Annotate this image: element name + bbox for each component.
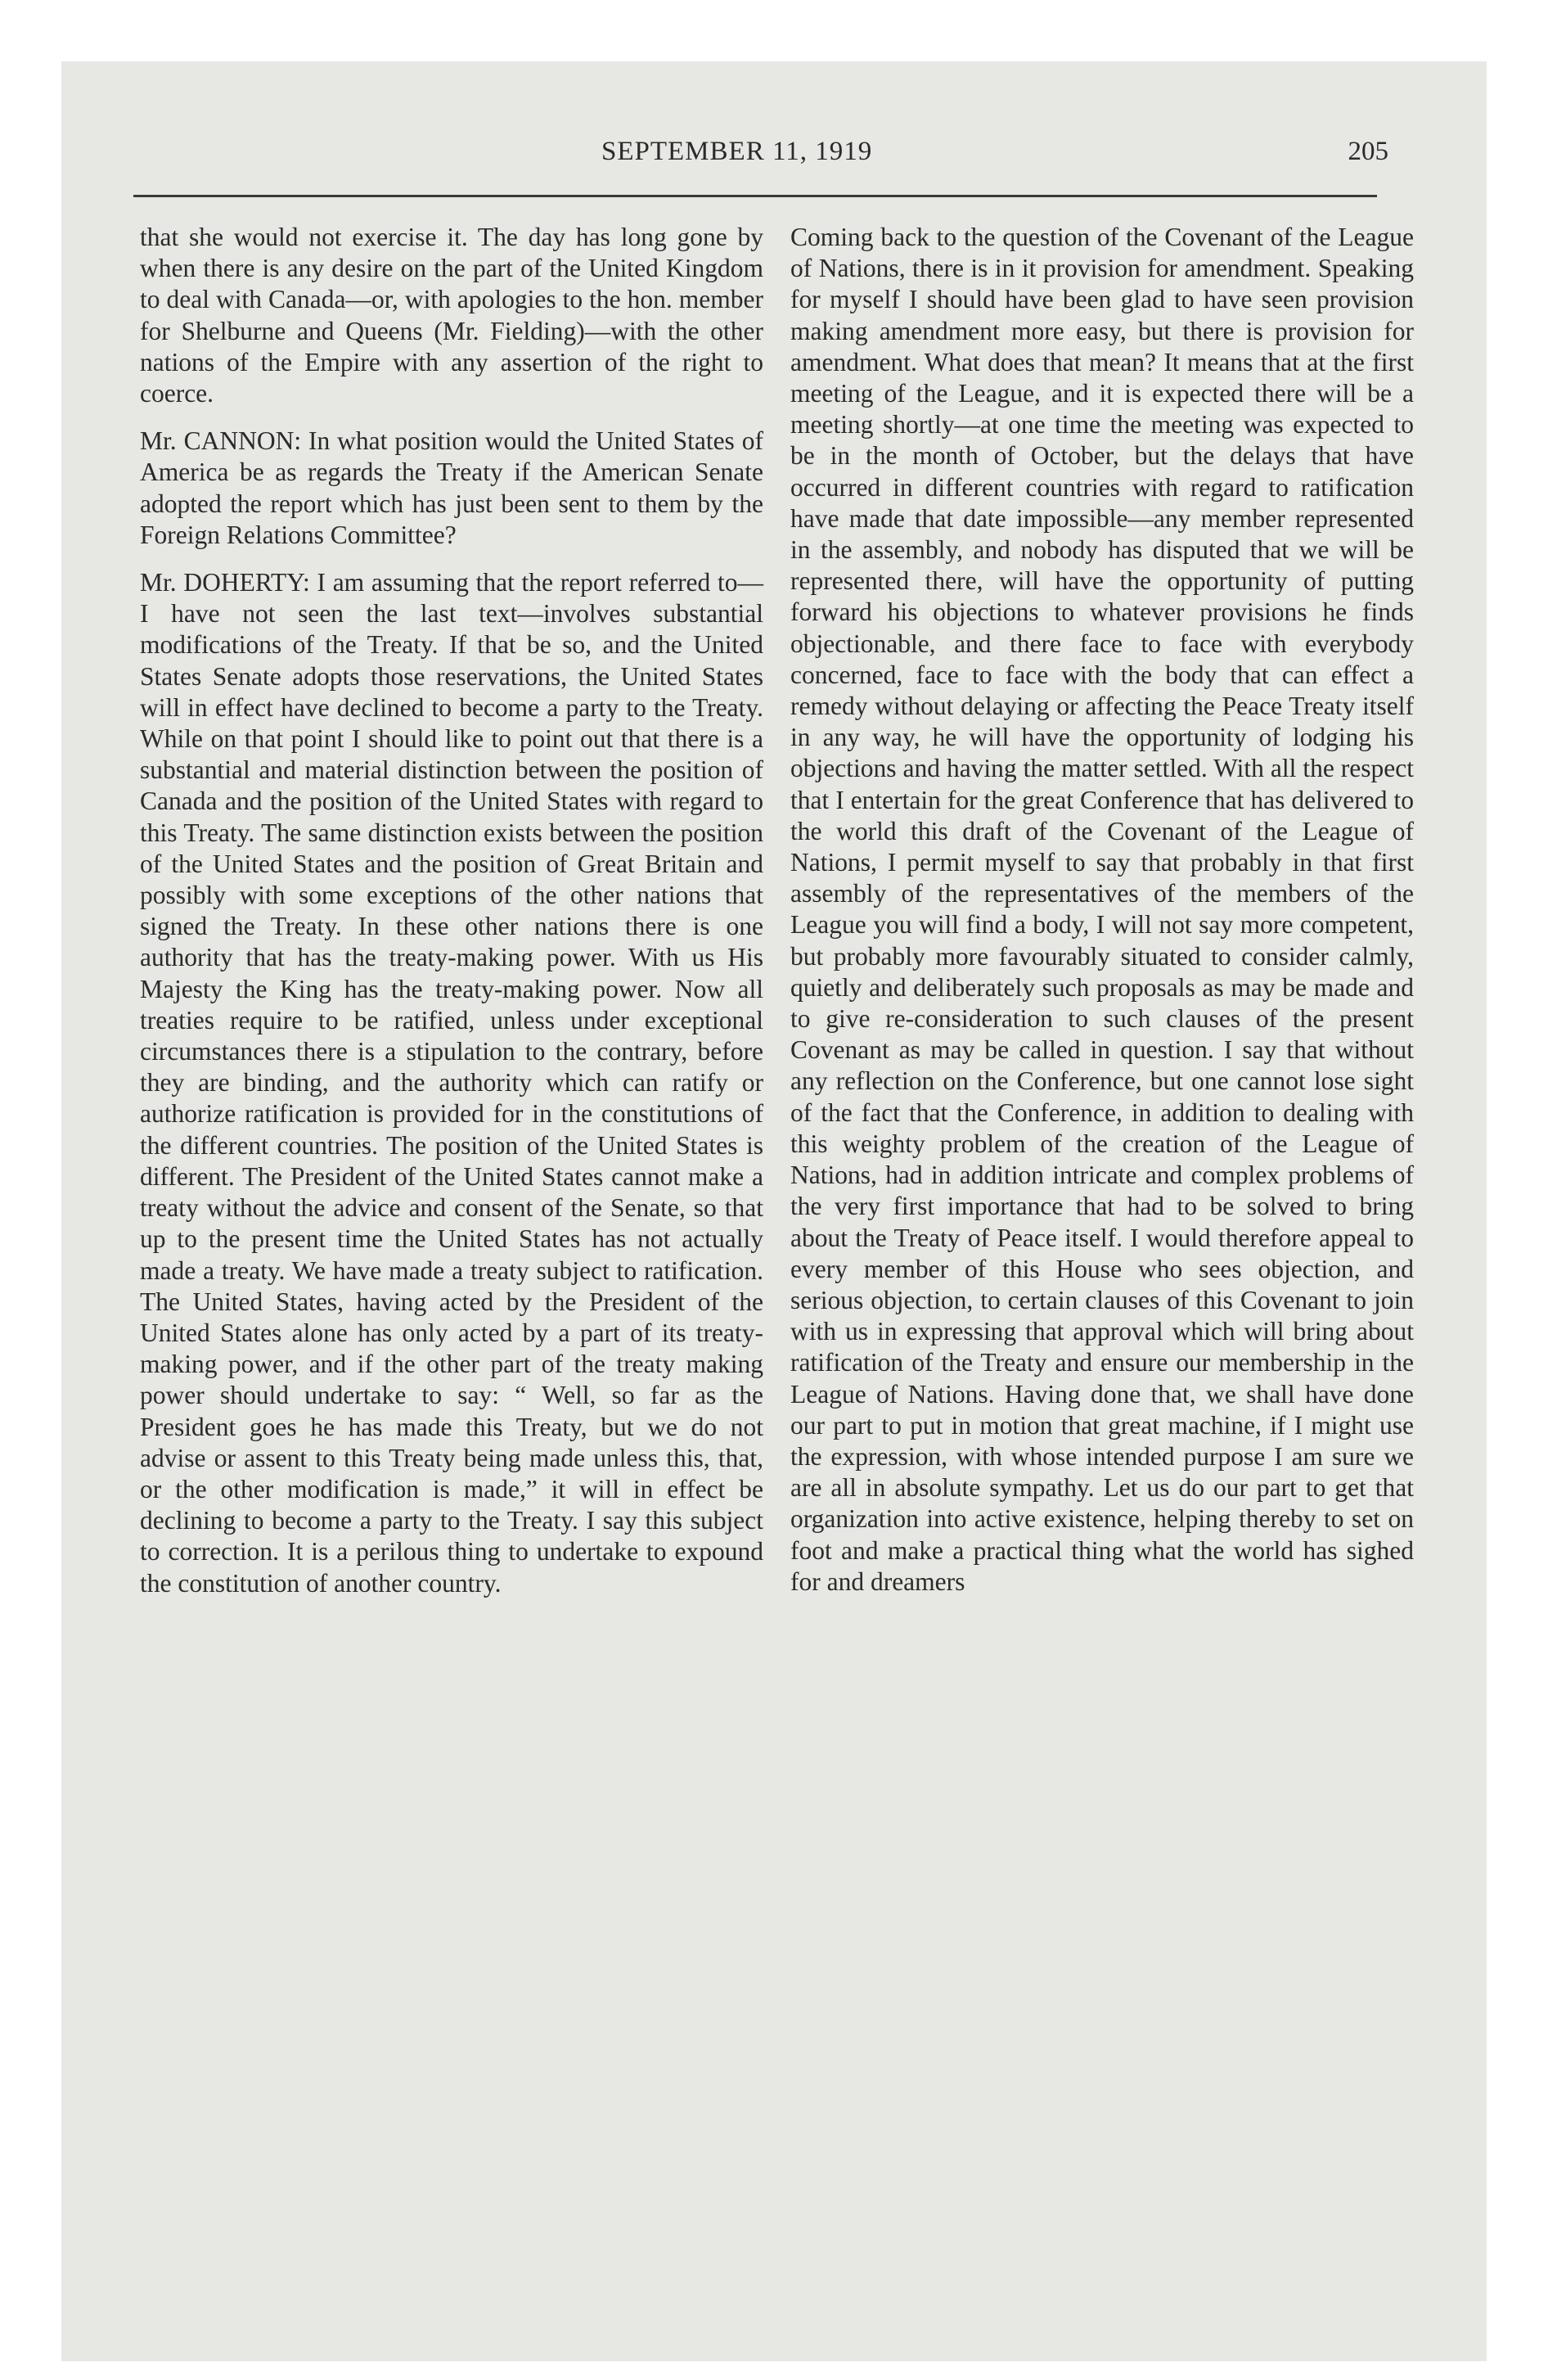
paragraph: that she would not exercise it. The day has long gone by when there is any desire on the part of the United Kingdom to deal with Canada—or, with apologies to the hon. member for Shelburne and Queens (Mr. Fielding)—with the other nations of the Empire with any assertion of the right to coerce.	[140, 223, 763, 408]
page-number: 205	[1348, 137, 1388, 166]
paragraph: Mr. DOHERTY: I am assuming that the report referred to—I have not seen the last text—involves substantial modifications of the Treaty. If that be so, and the United States Senate adopts those reservations, the United States will in effect have declined to become a party to the Treaty. While on that point I should like to point out that there is a substantial and material distinction between the position of Canada and the position of the United States with regard to this Treaty. The same distinction exists between the position of the United States and the position of Great Britain and possibly with some exceptions of the other nations that signed the Treaty. In these other nations there is one authority that has the treaty-making power. With us His Majesty the King has the treaty-making power. Now all treaties require to be ratified, unless under exceptional circumstances there is a stipulation to the contrary, before they are binding, and the authority which can ratify or authorize ratification is provided for in the constitutions of the different countries. The position of the United States is different. The President of the United States cannot make a treaty without the advice and consent of the Senate, so that up to the present time the United States has not actually made a treaty. We have made a treaty subject to ratification. The United States, having acted by the President of the United States alone has only acted by a part of its treaty-making power, and if the other part of the treaty making power should undertake to say: “ Well, so far as the President goes he has made this Treaty, but we do not advise or assent to this Treaty being made unless this, that, or the other modification is made,” it will in effect be declining to become a party to the Treaty. I say this subject to correction. It is a perilous thing to undertake to expound the constitution of another country.	[140, 568, 763, 1598]
header-rule	[133, 195, 1377, 197]
paragraph: Mr. CANNON: In what position would the United States of America be as regards the Treaty if the American Senate adopted the report which has just been sent to them by the Foreign Relations Committee?	[140, 426, 763, 549]
page-header	[61, 137, 1487, 178]
scanned-page	[61, 61, 1487, 2361]
right-column	[790, 222, 1414, 1598]
left-column	[140, 222, 763, 1599]
paragraph: Coming back to the question of the Covenant of the League of Nations, there is in it provision for amendment. Speaking for myself I should have been glad to have seen provision making amendment more easy, but there is provision for amendment. What does that mean? It means that at the first meeting of the League, and it is expected there will be a meeting shortly—at one time the meeting was expected to be in the month of October, but the delays that have occurred in different countries with regard to ratification have made that date impossible—any member represented in the assembly, and nobody has disputed that we will be represented there, will have the opportunity of putting forward his objections to whatever provisions he finds objectionable, and there face to face with everybody concerned, face to face with the body that can effect a remedy without delaying or affecting the Peace Treaty itself in any way, he will have the opportunity of lodging his objections and having the matter settled. With all the respect that I entertain for the great Conference that has delivered to the world this draft of the Covenant of the League of Nations, I permit myself to say that probably in that first assembly of the representatives of the members of the League you will find a body, I will not say more competent, but probably more favourably situated to consider calmly, quietly and deliberately such proposals as may be made and to give re-consideration to such clauses of the present Covenant as may be called in question. I say that without any reflection on the Conference, but one cannot lose sight of the fact that the Conference, in addition to dealing with this weighty problem of the creation of the League of Nations, had in addition intricate and complex problems of the very first importance that had to be solved to bring about the Treaty of Peace itself. I would therefore appeal to every member of this House who sees objection, and serious objection, to certain clauses of this Covenant to join with us in expressing that approval which will bring about ratification of the Treaty and ensure our membership in the League of Nations. Having done that, we shall have done our part to put in motion that great machine, if I might use the expression, with whose intended purpose I am sure we are all in absolute sympathy. Let us do our part to get that organization into active existence, helping thereby to set on foot and make a practical thing what the world has sighed for and dreamers	[790, 223, 1414, 1596]
running-head: SEPTEMBER 11, 1919	[601, 137, 873, 166]
